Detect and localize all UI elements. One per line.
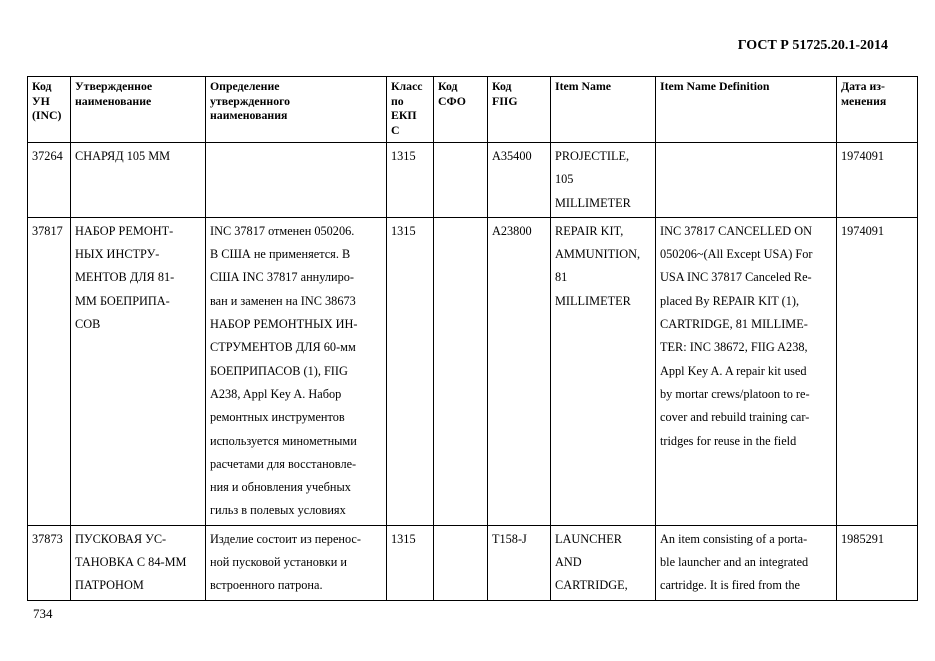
- cell-definition: INC 37817 отменен 050206. В США не применяется. В США INC 37817 аннулиро- ван и заменен на INC 38673 НАБОР РЕМОНТНЫХ ИН- СТРУМЕНТОВ ДЛЯ 60-мм БОЕПРИПАСОВ (1), FIIG A238, Appl Key A. Набор ремонтных инструментов используется минометными расчетами для восстановле- ния и обновления учебных гильз в полевых условиях: [206, 217, 387, 525]
- cell-item-name-definition: An item consisting of a porta- ble launcher and an integrated cartridge. It is fired from the: [656, 525, 837, 600]
- column-header-definition: Определение утвержденного наименования: [206, 77, 387, 143]
- column-header-inc: Код УН (INC): [28, 77, 71, 143]
- cell-change-date: 1974091: [837, 217, 918, 525]
- cell-sfo: [434, 525, 488, 600]
- column-header-fiig: Код FIIG: [488, 77, 551, 143]
- column-header-approved-name: Утвержденное наименование: [71, 77, 206, 143]
- cell-definition: Изделие состоит из перенос- ной пусковой установки и встроенного патрона.: [206, 525, 387, 600]
- table-header-row: [28, 77, 918, 143]
- document-standard-number: ГОСТ Р 51725.20.1-2014: [737, 38, 888, 53]
- cell-fiig: A35400: [488, 143, 551, 218]
- cell-sfo: [434, 217, 488, 525]
- cell-class: 1315: [387, 143, 434, 218]
- table-row: [28, 525, 918, 600]
- catalog-table: [27, 76, 918, 601]
- cell-fiig: A23800: [488, 217, 551, 525]
- column-header-class: Класс по ЕКП С: [387, 77, 434, 143]
- cell-item-name: LAUNCHER AND CARTRIDGE,: [551, 525, 656, 600]
- cell-approved-name: СНАРЯД 105 ММ: [71, 143, 206, 218]
- cell-item-name: REPAIR KIT, AMMUNITION, 81 MILLIMETER: [551, 217, 656, 525]
- cell-approved-name: НАБОР РЕМОНТ- НЫХ ИНСТРУ- МЕНТОВ ДЛЯ 81- ММ БОЕПРИПА- СОВ: [71, 217, 206, 525]
- column-header-item-name-definition: Item Name Definition: [656, 77, 837, 143]
- cell-inc: 37817: [28, 217, 71, 525]
- column-header-sfo: Код СФО: [434, 77, 488, 143]
- table-row: [28, 217, 918, 525]
- cell-approved-name: ПУСКОВАЯ УС- ТАНОВКА С 84-ММ ПАТРОНОМ: [71, 525, 206, 600]
- cell-sfo: [434, 143, 488, 218]
- cell-item-name: PROJECTILE, 105 MILLIMETER: [551, 143, 656, 218]
- cell-item-name-definition: INC 37817 CANCELLED ON 050206~(All Except USA) For USA INC 37817 Canceled Re- placed By REPAIR KIT (1), CARTRIDGE, 81 MILLIME- TER: INC 38672, FIIG A238, Appl Key A. A repair kit used by mortar crews/platoon to re- cover and rebuild training car- tridges for reuse in the field: [656, 217, 837, 525]
- cell-class: 1315: [387, 525, 434, 600]
- column-header-item-name: Item Name: [551, 77, 656, 143]
- table-row: [28, 143, 918, 218]
- cell-fiig: T158-J: [488, 525, 551, 600]
- cell-item-name-definition: [656, 143, 837, 218]
- cell-class: 1315: [387, 217, 434, 525]
- cell-change-date: 1974091: [837, 143, 918, 218]
- cell-inc: 37873: [28, 525, 71, 600]
- cell-change-date: 1985291: [837, 525, 918, 600]
- page-number: 734: [33, 606, 53, 621]
- cell-inc: 37264: [28, 143, 71, 218]
- cell-definition: [206, 143, 387, 218]
- column-header-change-date: Дата из- менения: [837, 77, 918, 143]
